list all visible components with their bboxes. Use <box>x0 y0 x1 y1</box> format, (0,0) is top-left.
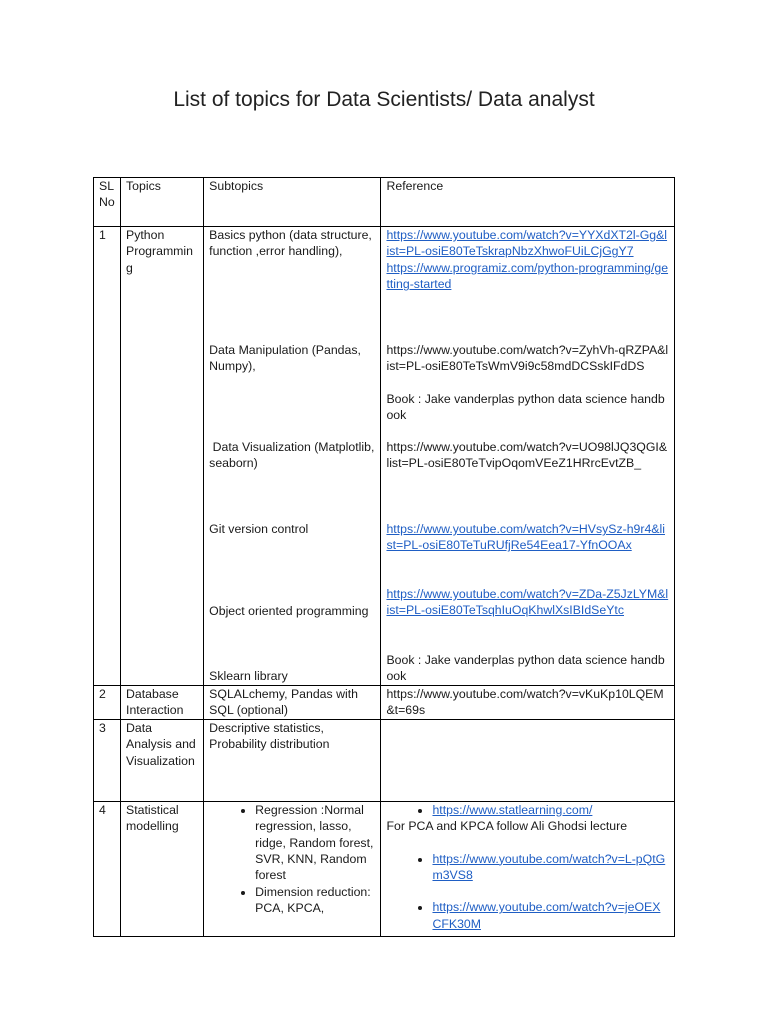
row1-slno: 1 <box>94 227 121 686</box>
header-slno: SL No <box>94 178 121 227</box>
list-item <box>432 899 669 932</box>
ref-pca-youtube-link-2[interactable]: https://www.youtube.com/watch?v=jeOEXCFK30M <box>432 900 661 931</box>
list-item <box>432 851 669 884</box>
table-header-row <box>94 178 675 227</box>
table-row <box>94 686 675 720</box>
subtopic-sklearn: Sklearn library <box>209 669 288 683</box>
row1-subtopics <box>204 227 381 686</box>
ref-pca-note: For PCA and KPCA follow Ali Ghodsi lecture <box>386 819 628 834</box>
row3-subtopic: Descriptive statistics, Probability distribution <box>204 719 381 801</box>
table-row <box>94 801 675 936</box>
ref-git-link[interactable]: https://www.youtube.com/watch?v=HVsySz-h9r4&list=PL-osiE80TeTuRUfjRe54Eea17-YfnOOAx <box>386 522 665 553</box>
row4-slno: 4 <box>94 801 121 936</box>
header-topics: Topics <box>121 178 204 227</box>
ref-pca-youtube-link-1[interactable]: https://www.youtube.com/watch?v=L-pQtGm3VS8 <box>432 851 666 883</box>
subtopic-git: Git version control <box>209 522 309 536</box>
ref-sklearn-book: Book : Jake vanderplas python data science handbook <box>386 653 665 684</box>
table-row <box>94 719 675 801</box>
header-reference: Reference <box>381 178 675 227</box>
row2-reference: https://www.youtube.com/watch?v=vKuKp10LQEM&t=69s <box>381 686 675 720</box>
ref-data-manipulation-book: Book : Jake vanderplas python data science handbook <box>386 392 665 423</box>
page-title: List of topics for Data Scientists/ Data analyst <box>173 88 595 111</box>
subtopic-oop: Object oriented programming <box>209 604 369 618</box>
row4-references <box>381 801 675 936</box>
ref-python-basics-youtube-link[interactable]: https://www.youtube.com/watch?v=YYXdXT2l-Gg&list=PL-osiE80TeTskrapNbzXhwoFUiLCjGgY7 <box>386 228 668 259</box>
header-subtopics: Subtopics <box>204 178 381 227</box>
list-item <box>432 802 669 818</box>
topics-table <box>93 177 675 937</box>
row2-topic: Database Interaction <box>121 686 204 720</box>
ref-data-manipulation: https://www.youtube.com/watch?v=ZyhVh-qRZPA&list=PL-osiE80TeTsWmV9i9c58mdDCSskIFdDS <box>386 343 669 374</box>
table-row <box>94 227 675 686</box>
ref-oop-link[interactable]: https://www.youtube.com/watch?v=ZDa-Z5JzLYM&list=PL-osiE80TeTsqhIuOqKhwlXsIBIdSeYtc <box>386 587 669 618</box>
row3-slno: 3 <box>94 719 121 801</box>
subtopic-data-visualization: Data Visualization (Matplotlib, seaborn) <box>209 440 378 471</box>
row2-slno: 2 <box>94 686 121 720</box>
row3-topic: Data Analysis and Visualization <box>121 719 204 801</box>
row1-references <box>381 227 675 686</box>
list-item: • Regression :Normal regression, lasso, ridge, Random forest, SVR, KNN, Random forest <box>255 802 375 884</box>
ref-data-visualization: https://www.youtube.com/watch?v=UO98lJQ3QGI&list=PL-osiE80TeTvipOqomVEeZ1HRrcEvtZB_ <box>386 440 668 471</box>
ref-statlearning-link[interactable]: https://www.statlearning.com/ <box>432 802 593 817</box>
ref-programiz-link[interactable]: https://www.programiz.com/python-programming/getting-started <box>386 261 669 292</box>
row3-reference <box>381 719 675 801</box>
row2-subtopic: SQLALchemy, Pandas with SQL (optional) <box>204 686 381 720</box>
list-item: • Dimension reduction: PCA, KPCA, <box>255 884 375 917</box>
subtopic-data-manipulation: Data Manipulation (Pandas, Numpy), <box>209 343 361 374</box>
row4-subtopics <box>204 801 381 936</box>
row1-topic: Python Programming <box>121 227 204 686</box>
row4-topic: Statistical modelling <box>121 801 204 936</box>
subtopic-python-basics: Basics python (data structure, function ,error handling), <box>209 228 372 259</box>
